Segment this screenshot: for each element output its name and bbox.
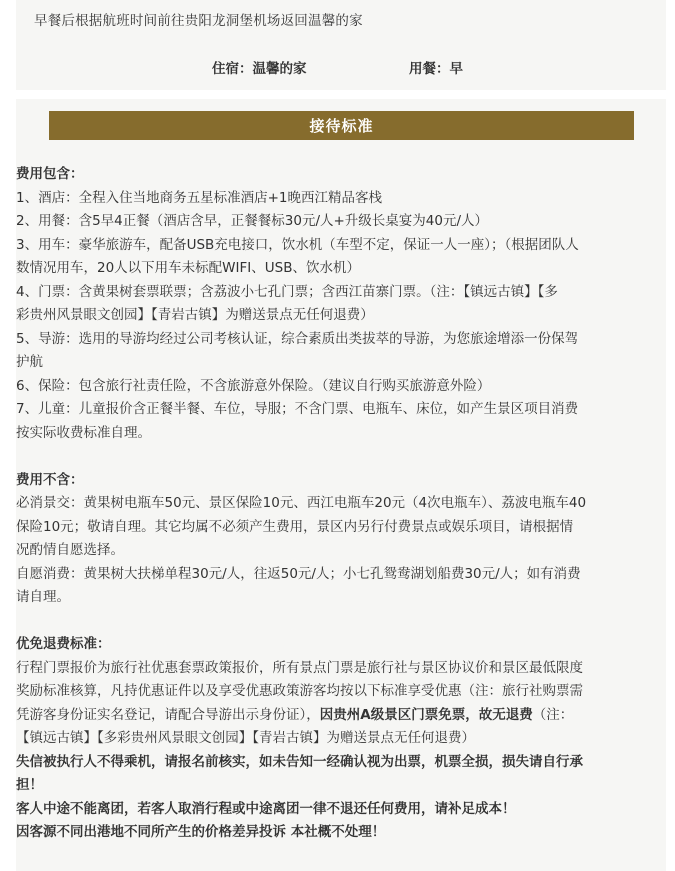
stay-info: 住宿：温馨的家 [212, 61, 307, 77]
included-line: 护航 [16, 354, 43, 370]
excluded-line: 请自理。 [16, 589, 70, 605]
included-line: 彩贵州风景眼文创园】【青岩古镇】为赠送景点无任何退费） [16, 307, 374, 323]
spacer [16, 610, 666, 634]
excluded-line: 保险10元；敬请自理。其它均属不必须产生费用，景区内另行付费景点或娱乐项目，请根据情 [16, 518, 574, 535]
day-description: 早餐后根据航班时间前往贵阳龙洞堡机场返回温馨的家 [34, 13, 363, 29]
excluded-title: 费用不含： [16, 471, 84, 488]
included-line: 7、儿童：儿童报价含正餐半餐、车位，导服；不含门票、电瓶车、床位，如产生景区项目消费 [16, 401, 579, 417]
included-line: 数情况用车，20人以下用车未标配WIFI、USB、饮水机） [16, 260, 360, 276]
refund-title: 优免退费标准： [16, 636, 111, 652]
included-line: 5、导游：选用的导游均经过公司考核认证，综合素质出类拔萃的导游，为您旅途增添一份保驾 [16, 330, 579, 347]
included-line: 4、门票：含黄果树套票联票；含荔波小七孔门票；含西江苗寨门票。（注：【镇远古镇】【多 [16, 283, 558, 300]
excluded-line: 自愿消费：黄果树大扶梯单程30元/人，往返50元/人；小七孔鸳鸯湖划船费30元/人；如有消费 [16, 565, 581, 582]
warning-line: 担！ [16, 777, 43, 793]
included-line: 3、用车：豪华旅游车，配备USB充电接口，饮水机（车型不定，保证一人一座）；（根据团队人 [16, 236, 579, 253]
spacer [16, 445, 666, 469]
day-summary-card [16, 0, 666, 90]
excluded-line: 况酌情自愿选择。 [16, 542, 124, 558]
refund-line [16, 704, 666, 728]
refund-line: 【镇远古镇】【多彩贵州风景眼文创园】【青岩古镇】为赠送景点无任何退费） [16, 730, 475, 746]
excluded-line: 必消景交：黄果树电瓶车50元、景区保险10元、西江电瓶车20元（4次电瓶车）、荔波电瓶车40 [16, 495, 587, 511]
included-line: 按实际收费标准自理。 [16, 424, 151, 441]
warning-line: 客人中途不能离团，若客人取消行程或中途离团一律不退还任何费用，请补足成本！ [16, 800, 516, 817]
included-line: 6、保险：包含旅行社责任险，不含旅游意外保险。（建议自行购买旅游意外险） [16, 377, 491, 394]
reception-standard-banner: 接待标准 [49, 111, 634, 140]
refund-line-part: （注： [532, 706, 574, 723]
warning-line: 因客源不同出港地不同所产生的价格差异投诉 本社概不处理！ [16, 824, 386, 840]
refund-no-refund-notice: 因贵州A级景区门票免票，故无退费 [319, 706, 533, 723]
standard-content [16, 163, 666, 845]
refund-line: 奖励标准核算，凡持优惠证件以及享受优惠政策游客均按以下标准享受优惠（注：旅行社购票需 [16, 683, 583, 699]
refund-line: 行程门票报价为旅行社优惠套票政策报价，所有景点门票是旅行社与景区协议价和景区最低限度 [16, 659, 583, 676]
reception-standard-card [16, 99, 666, 871]
included-title: 费用包含： [16, 166, 84, 182]
refund-line-part: 凭游客身份证实名登记，请配合导游出示身份证）， [16, 706, 320, 723]
included-line: 1、酒店：全程入住当地商务五星标准酒店+1晚西江精品客栈 [16, 189, 382, 206]
warning-line: 失信被执行人不得乘机，请报名前核实，如未告知一经确认视为出票，机票全损，损失请自行承 [16, 753, 583, 770]
included-line: 2、用餐：含5早4正餐（酒店含早，正餐餐标30元/人+升级长桌宴为40元/人） [16, 213, 489, 229]
meal-info: 用餐：早 [409, 61, 463, 77]
